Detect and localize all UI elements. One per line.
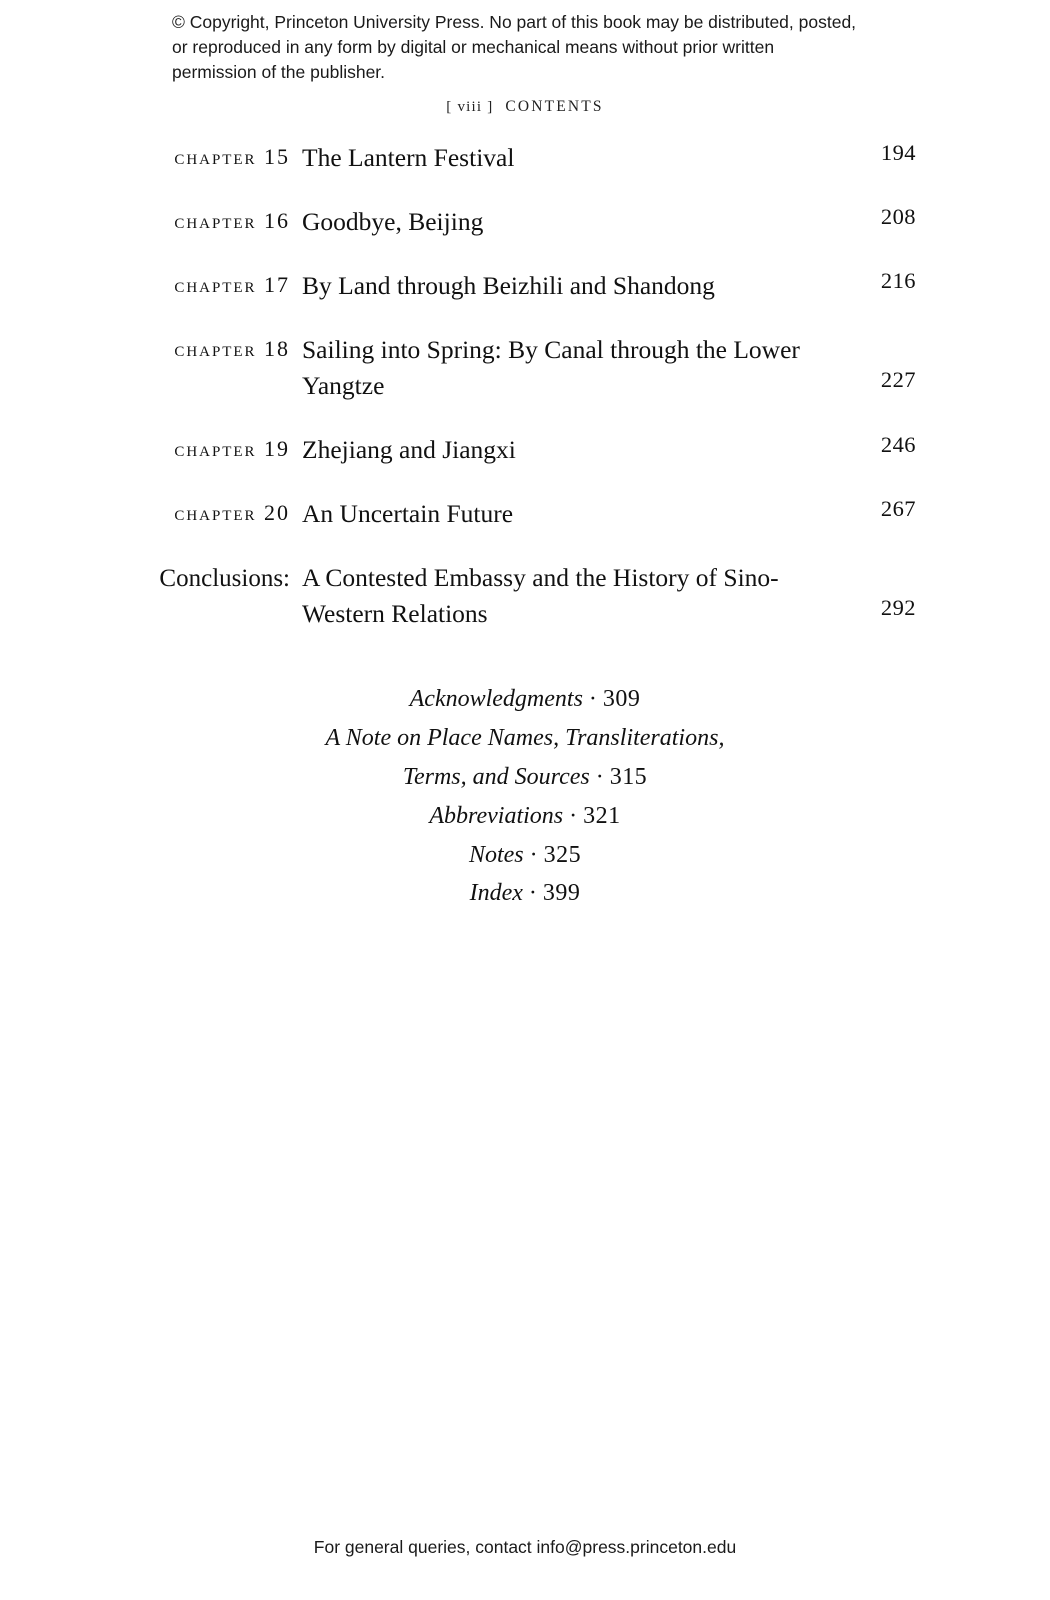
separator-dot: · xyxy=(569,802,578,829)
toc-entry-page: 267 xyxy=(880,496,916,521)
separator-dot: · xyxy=(529,841,538,868)
separator-dot: · xyxy=(595,763,604,790)
toc-entry-title: By Land through Beizhili and Shandong xyxy=(302,271,715,300)
backmatter-page: 309 xyxy=(602,686,641,712)
toc-entry-title: The Lantern Festival xyxy=(302,143,515,172)
copyright-notice: © Copyright, Princeton University Press. No part of this book may be distributed, posted, or reproduced in any form by digital or mechanical means without prior written permission of the publisher. xyxy=(172,12,857,82)
separator-dot: · xyxy=(588,686,597,712)
separator-dot: · xyxy=(528,880,537,907)
toc-entry-label: chapter 20 xyxy=(174,500,290,525)
backmatter-title: Abbreviations xyxy=(429,802,564,829)
backmatter-line xyxy=(0,758,1050,797)
backmatter-line xyxy=(0,797,1050,836)
toc-entry-page: 216 xyxy=(880,268,916,293)
toc-entry-title: An Uncertain Future xyxy=(302,499,514,528)
toc-entry xyxy=(0,496,1050,540)
backmatter-line xyxy=(0,874,1050,913)
toc-entry-title: Sailing into Spring: By Canal through the Lower Yangtze xyxy=(302,335,800,401)
backmatter-line xyxy=(0,680,1050,719)
running-head-title: CONTENTS xyxy=(505,98,604,115)
toc-entry xyxy=(0,140,1050,184)
table-of-contents xyxy=(0,140,1050,660)
toc-entry xyxy=(0,560,1050,640)
toc-entry-label: Conclusions: xyxy=(159,565,290,592)
running-head xyxy=(0,98,1050,116)
toc-entry-label: chapter 18 xyxy=(174,336,290,361)
backmatter-title: Acknowledgments xyxy=(409,686,583,712)
toc-entry xyxy=(0,268,1050,312)
backmatter-title: Notes xyxy=(468,841,524,868)
page-folio: [ viii ] xyxy=(446,99,494,115)
backmatter-page: 321 xyxy=(583,802,621,829)
backmatter-title: A Note on Place Names, Transliterations, xyxy=(325,724,725,751)
backmatter-title: Index xyxy=(469,880,523,907)
toc-entry-title: A Contested Embassy and the History of Sino-Western Relations xyxy=(302,563,779,629)
backmatter-title: Terms, and Sources xyxy=(402,763,590,790)
backmatter-line xyxy=(0,836,1050,875)
toc-entry-label: chapter 17 xyxy=(174,272,290,297)
toc-entry-title: Zhejiang and Jiangxi xyxy=(302,435,516,464)
toc-entry-page: 227 xyxy=(880,367,916,392)
toc-entry xyxy=(0,332,1050,412)
toc-entry-page: 292 xyxy=(880,595,916,620)
toc-entry-page: 194 xyxy=(880,140,916,165)
backmatter-page: 325 xyxy=(543,841,582,868)
backmatter-page: 399 xyxy=(542,880,581,907)
toc-entry-label: chapter 16 xyxy=(174,208,290,233)
toc-entry-page: 246 xyxy=(880,432,916,457)
toc-entry-label: chapter 15 xyxy=(174,144,290,169)
toc-entry-label: chapter 19 xyxy=(174,436,290,461)
backmatter-page: 315 xyxy=(609,763,648,790)
toc-entry xyxy=(0,432,1050,476)
backmatter-list xyxy=(0,680,1050,913)
toc-entry xyxy=(0,204,1050,248)
toc-entry-title: Goodbye, Beijing xyxy=(302,207,484,236)
toc-entry-page: 208 xyxy=(880,204,916,229)
footer-query-note: For general queries, contact info@press.princeton.edu xyxy=(313,1537,737,1557)
backmatter-line xyxy=(0,719,1050,758)
